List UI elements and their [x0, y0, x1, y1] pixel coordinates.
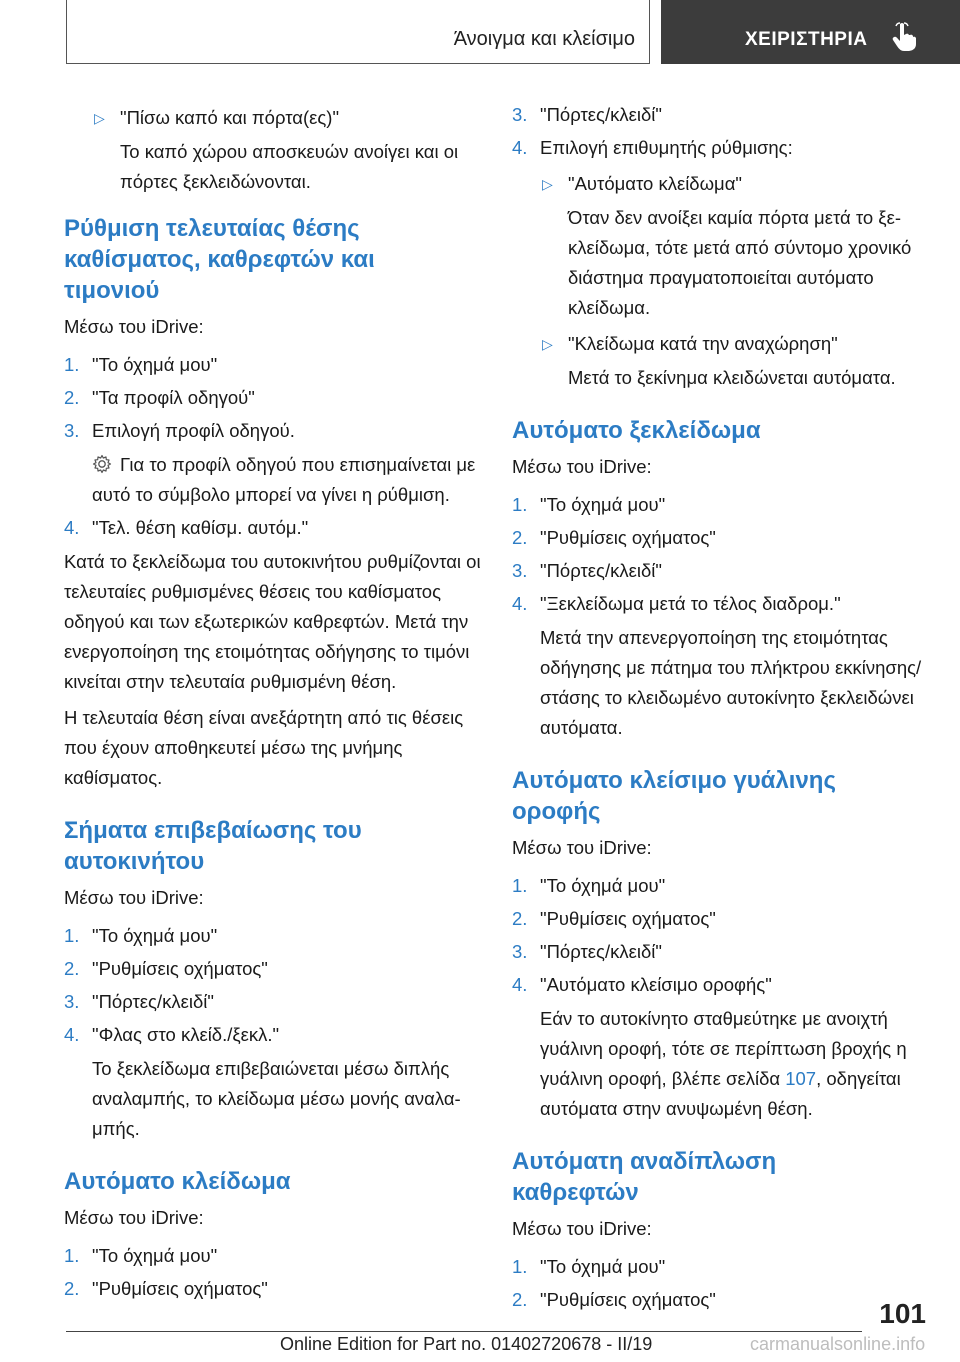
- paragraph: Κατά το ξεκλείδωμα του αυτοκινήτου ρυθμίζονται οι τελευταίες ρυθμισμένες θέσεις του καθίσματος οδηγού και των εξωτερικών καθρεφτών. Μετά την ενεργοποίηση της ετοιμότητας οδήγησης το τιμόνι κινείται στην τελευταία ρυθμισμένη θέση.: [64, 551, 481, 692]
- bullet-description: Όταν δεν ανοίξει καμία πόρτα μετά το ξεκλείδωμα, τότε μετά από σύντομο χρονικό διάστημα πραγματοποιείται αυτόματο κλείδωμα.: [568, 207, 912, 318]
- list-item: 4. Επιλογή επιθυμητής ρύθμισης:: [512, 137, 793, 158]
- steps-list: [512, 1252, 932, 1315]
- list-item: 4. "Ξεκλείδωμα μετά το τέλος διαδρομ.": [512, 593, 841, 614]
- list-item: 4. "Αυτόματο κλείσιμο οροφής": [512, 974, 772, 995]
- via-idrive-text: Μέσω του iDrive:: [512, 456, 652, 477]
- steps-list: [64, 1241, 484, 1304]
- footer-divider: [66, 1331, 862, 1332]
- hand-pointer-icon: [891, 22, 917, 52]
- paragraph: Η τελευταία θέση είναι ανεξάρτητη από τις θέσεις που έχουν αποθηκευτεί μέσω της μνήμης καθίσματος.: [64, 707, 464, 788]
- list-item: 3. "Πόρτες/κλειδί": [64, 991, 214, 1012]
- steps-list: [512, 871, 932, 1124]
- manual-label: ΧΕΙΡΙΣΤΗΡΙΑ: [745, 29, 868, 50]
- triangle-bullet-icon: ▷: [542, 336, 553, 352]
- list-item: 4. "Φλας στο κλείδ./ξεκλ.": [64, 1024, 280, 1045]
- gear-icon: [92, 454, 112, 474]
- list-item: 1. "Το όχημά μου": [64, 354, 218, 375]
- list-item: 2. "Ρυθμίσεις οχήματος": [64, 958, 268, 979]
- bullet-item: ▷ "Αυτόματο κλείδωμα": [512, 169, 932, 199]
- step-description: Το ξεκλείδωμα επιβεβαιώνεται μέσω διπλής αναλαμπής, το κλείδωμα μέσω μονής αναλαμπής.: [92, 1058, 461, 1139]
- page-header: [0, 0, 960, 66]
- list-item: 1. "Το όχημά μου": [64, 925, 218, 946]
- section-heading: Αυτόματο ξεκλείδωμα: [512, 417, 761, 444]
- page-reference-link[interactable]: 107: [785, 1068, 817, 1089]
- list-item: 4. "Τελ. θέση καθίσμ. αυτόμ.": [64, 517, 309, 538]
- list-item: 2. "Τα προφίλ οδηγού": [64, 387, 255, 408]
- edition-text: Online Edition for Part no. 01402720678 - II/19: [280, 1334, 653, 1354]
- step-description: Εάν το αυτοκίνητο σταθμεύτηκε με ανοιχτή γυάλινη οροφή, τότε σε περίπτωση βροχής η γυάλινη οροφή, βλέπε σελίδα 107, οδηγείται αυτόματα στην ανυψωμένη θέση.: [540, 1008, 907, 1119]
- steps-list: [64, 350, 484, 543]
- list-item: 3. "Πόρτες/κλειδί": [512, 560, 662, 581]
- section-heading: Αυτόματο κλείδωμα: [64, 1168, 291, 1195]
- list-item: 1. "Το όχημά μου": [512, 494, 666, 515]
- section-heading: Σήματα επιβεβαίωσης του αυτοκινήτου: [64, 817, 362, 875]
- via-idrive-text: Μέσω του iDrive:: [512, 1218, 652, 1239]
- list-item: 3. Επιλογή προφίλ οδηγού.: [64, 420, 295, 441]
- via-idrive-text: Μέσω του iDrive:: [512, 837, 652, 858]
- section-heading: Ρύθμιση τελευταίας θέσης καθίσματος, καθρεφτών και τιμονιού: [64, 215, 375, 304]
- profile-note: Για το προφίλ οδηγού που επισημαίνεται με αυτό το σύμβολο μπορεί να γίνει η ρύθμιση.: [92, 454, 476, 505]
- list-item: 1. "Το όχημά μου": [512, 875, 666, 896]
- bullet-description: Μετά το ξεκίνημα κλειδώνεται αυτόματα.: [568, 367, 896, 388]
- page-number: 101: [879, 1298, 926, 1329]
- list-item: 1. "Το όχημά μου": [512, 1256, 666, 1277]
- list-item: 2. "Ρυθμίσεις οχήματος": [512, 1289, 716, 1310]
- manual-tab: [661, 0, 960, 64]
- via-idrive-text: Μέσω του iDrive:: [64, 1207, 204, 1228]
- list-item: 2. "Ρυθμίσεις οχήματος": [512, 527, 716, 548]
- via-idrive-text: Μέσω του iDrive:: [64, 316, 204, 337]
- bullet-description: Το καπό χώρου αποσκευών ανοίγει και οι πόρτες ξεκλειδώνονται.: [120, 141, 459, 192]
- triangle-bullet-icon: ▷: [542, 176, 553, 192]
- section-heading: Αυτόματη αναδίπλωση καθρεφτών: [512, 1148, 777, 1206]
- triangle-bullet-icon: ▷: [94, 110, 105, 126]
- right-column: [512, 100, 932, 1315]
- via-idrive-text: Μέσω του iDrive:: [64, 887, 204, 908]
- list-item: 2. "Ρυθμίσεις οχήματος": [512, 908, 716, 929]
- steps-list: [512, 490, 932, 743]
- section-tab: [66, 0, 650, 64]
- left-column: [64, 100, 484, 1304]
- steps-list: [64, 921, 484, 1144]
- list-item: 2. "Ρυθμίσεις οχήματος": [64, 1278, 268, 1299]
- step-description: Μετά την απενεργοποίηση της ετοιμότητας οδήγησης με πάτημα του πλήκτρου εκκίνησης/στάσης το κλειδωμένο αυτοκίνητο ξεκλειδώνει αυτόματα.: [540, 627, 922, 738]
- list-item: 3. "Πόρτες/κλειδί": [512, 104, 662, 125]
- steps-list: [512, 100, 932, 163]
- section-heading: Αυτόματο κλείσιμο γυάλινης οροφής: [512, 767, 836, 825]
- list-item: 3. "Πόρτες/κλειδί": [512, 941, 662, 962]
- bullet-item: ▷ "Κλείδωμα κατά την αναχώρηση": [512, 329, 932, 359]
- list-item: 1. "Το όχημά μου": [64, 1245, 218, 1266]
- bullet-item: ▷ "Πίσω καπό και πόρτα(ες)": [64, 103, 484, 133]
- section-title: Άνοιγμα και κλείσιμο: [453, 28, 635, 50]
- watermark-text: carmanualsonline.info: [750, 1334, 926, 1354]
